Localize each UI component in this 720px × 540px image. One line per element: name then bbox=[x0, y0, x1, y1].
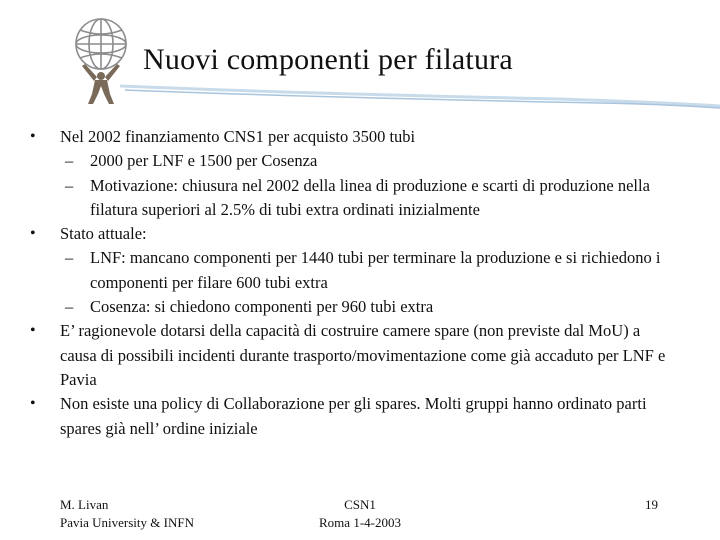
bullet-item: • E’ ragionevole dotarsi della capacità di costruire camere spare (non previste dal MoU) a causa di possibili incidenti durante trasporto/movimentazione come già accaduto per LNF e Pavia bbox=[30, 319, 680, 392]
footer-place-date: Roma 1-4-2003 bbox=[319, 515, 401, 530]
page-number: 19 bbox=[645, 497, 658, 512]
slide-title: Nuovi componenti per filatura bbox=[143, 43, 513, 76]
bullet-item: • Stato attuale: bbox=[30, 222, 680, 246]
atlas-globe-icon bbox=[68, 14, 138, 106]
sub-bullet-item: – 2000 per LNF e 1500 per Cosenza bbox=[30, 149, 680, 173]
bullet-item: • Nel 2002 finanziamento CNS1 per acquisto 3500 tubi bbox=[30, 125, 680, 149]
slide-content bbox=[30, 125, 680, 441]
footer-event: CSN1 bbox=[344, 497, 376, 512]
footer-event-block bbox=[300, 496, 420, 532]
sub-bullet-item: – LNF: mancano componenti per 1440 tubi per terminare la produzione e si richiedono i componenti per filare 600 tubi extra bbox=[30, 246, 680, 295]
sub-bullet-item: – Motivazione: chiusura nel 2002 della linea di produzione e scarti di produzione nella filatura superiori al 2.5% di tubi extra ordinati inizialmente bbox=[30, 174, 680, 223]
footer-author-block bbox=[60, 496, 194, 532]
sub-bullet-item: – Cosenza: si chiedono componenti per 960 tubi extra bbox=[30, 295, 680, 319]
footer-affiliation: Pavia University & INFN bbox=[60, 515, 194, 530]
bullet-item: • Non esiste una policy di Collaborazione per gli spares. Molti gruppi hanno ordinato parti spares già nell’ ordine iniziale bbox=[30, 392, 680, 441]
footer-author: M. Livan bbox=[60, 497, 109, 512]
